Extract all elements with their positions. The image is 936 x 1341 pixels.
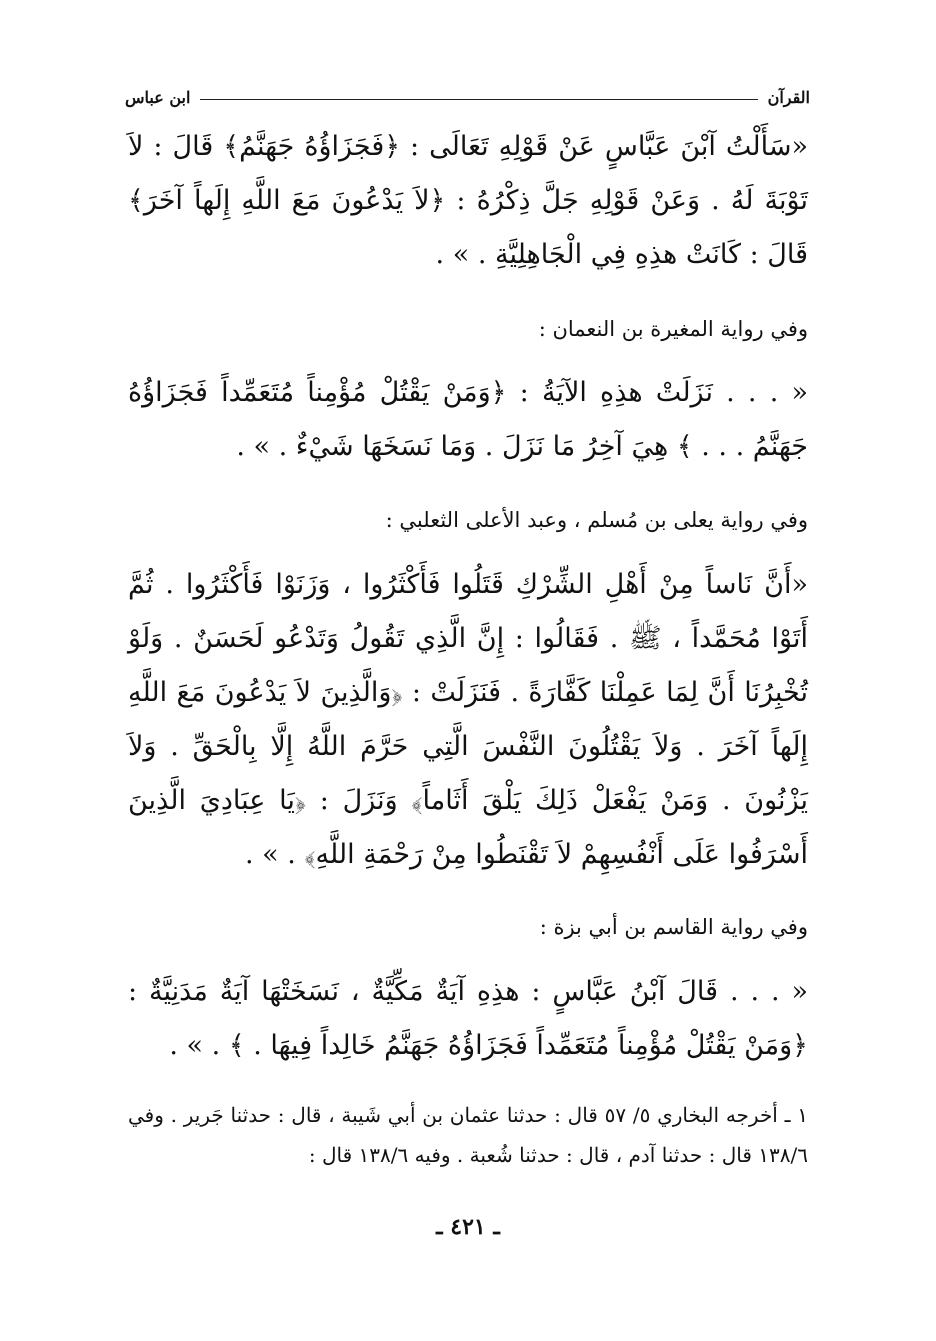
intro-text: وفي رواية القاسم بن أبي بزة : <box>539 915 808 939</box>
intro-text: وفي رواية يعلى بن مُسلم ، وعبد الأعلى الثعلبي : <box>385 508 808 532</box>
intro-line-3 <box>128 912 808 942</box>
running-header <box>125 86 810 108</box>
quote-text: « . . . نَزَلَتْ هذِهِ الآيَةُ : ﴿وَمَنْ يَقْتُلْ مُؤْمِناً مُتَعَمِّداً فَجَزَاؤُهُ جَهَنَّمُ . . . ﴾ هِيَ آخِرُ مَا نَزَلَ . وَمَا نَسَخَهَا شَيْءٌ . » . <box>128 377 808 462</box>
intro-line-2 <box>128 505 808 535</box>
quote-text: «سَأَلْتُ آبْنَ عَبَّاسٍ عَنْ قَوْلِهِ تَعَالَى : ﴿فَجَزَاؤُهُ جَهَنَّمُ﴾ قَالَ : لاَ تَوْبَةَ لَهُ . وَعَنْ قَوْلِهِ جَلَّ ذِكْرُهُ : ﴿لاَ يَدْعُونَ مَعَ اللَّهِ إِلَهاً آخَرَ﴾ قَالَ : كَانَتْ هذِهِ فِي الْجَاهِلِيَّةِ . » . <box>128 131 808 270</box>
quote-block-3 <box>128 558 808 882</box>
header-left-title: ابن عباس <box>125 87 191 107</box>
page-number: ـ ٤٢١ ـ <box>436 1214 500 1240</box>
footnote-text: ١ ـ أخرجه البخاري ٥/ ٥٧ قال : حدثنا عثمان بن أبي شَيبة ، قال : حدثنا جَرير . وفي ١٣٨/٦ قال : حدثنا آدم ، قال : حدثنا شُعبة . وفيه ١٣٨/٦ قال : <box>128 1103 808 1167</box>
intro-line-1 <box>128 314 808 344</box>
header-rule <box>200 99 757 100</box>
quote-block-2 <box>128 366 808 474</box>
header-right-title: القرآن <box>767 87 810 107</box>
quote-block-4 <box>128 965 808 1073</box>
quote-text: « . . . قَالَ آبْنُ عَبَّاسٍ : هذِهِ آيَةٌ مَكِّيَّةٌ ، نَسَخَتْهَا آيَةٌ مَدَنِيَّةٌ : ﴿وَمَنْ يَقْتُلْ مُؤْمِناً مُتَعَمِّداً فَجَزَاؤُهُ جَهَنَّمُ خَالِداً فِيهَا . ﴾ . » . <box>128 976 808 1061</box>
footnote <box>128 1095 808 1175</box>
quote-text: «أَنَّ نَاساً مِنْ أَهْلِ الشِّرْكِ قَتَلُوا فَأَكْثَرُوا ، وَزَنَوْا فَأَكْثَرُوا . ثُمَّ أَتَوْا مُحَمَّداً ، ﷺ . فَقَالُوا : إِنَّ الَّذِي تَقُولُ وَتَدْعُو لَحَسَنٌ . وَلَوْ تُخْبِرُنَا أَنَّ لِمَا عَمِلْنَا كَفَّارَةً . فَنَزَلَتْ : ﴿وَالَّذِينَ لاَ يَدْعُونَ مَعَ اللَّهِ إِلَهاً آخَرَ . وَلاَ يَقْتُلُونَ النَّفْسَ الَّتِي حَرَّمَ اللَّهُ إِلَّا بِالْحَقِّ . وَلاَ يَزْنُونَ . وَمَنْ يَفْعَلْ ذَلِكَ يَلْقَ أَثَاماً﴾ وَنَزَلَ : ﴿يَا عِبَادِيَ الَّذِينَ أَسْرَفُوا عَلَى أَنْفُسِهِمْ لاَ تَقْنَطُوا مِنْ رَحْمَةِ اللَّهِ﴾ . » . <box>128 569 808 870</box>
quote-block-1 <box>128 120 808 282</box>
intro-text: وفي رواية المغيرة بن النعمان : <box>538 317 808 341</box>
